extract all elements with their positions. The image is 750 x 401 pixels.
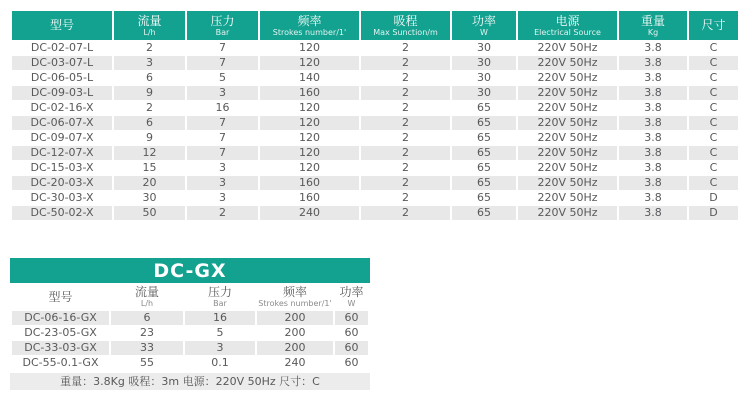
table-cell: 220V 50Hz xyxy=(518,56,617,70)
table-cell: D xyxy=(709,191,718,204)
table-cell: C xyxy=(689,176,738,190)
table-cell: 3 xyxy=(187,86,258,100)
column-header-en: Strokes number/1' xyxy=(258,299,332,308)
table-cell: 60 xyxy=(335,311,368,325)
table-cell: 220V 50Hz xyxy=(537,71,598,84)
table-cell: 2 xyxy=(146,41,153,54)
gx-table-footer xyxy=(10,373,370,390)
table-cell: 2 xyxy=(402,131,409,144)
table-cell: D xyxy=(689,206,738,220)
table-cell: 220V 50Hz xyxy=(537,101,598,114)
table-cell: 200 xyxy=(284,326,306,339)
table-row xyxy=(12,311,368,325)
column-header-zh: 型号 xyxy=(49,18,74,32)
column-header xyxy=(114,11,185,40)
column-header xyxy=(12,284,109,310)
main-spec-table xyxy=(10,10,740,221)
column-header-en: Strokes number/1' xyxy=(272,27,347,37)
table-cell: 30 xyxy=(477,41,491,54)
table-cell: 120 xyxy=(260,56,359,70)
model-cell: DC-02-16-X xyxy=(30,101,94,114)
table-cell: 160 xyxy=(260,86,359,100)
model-cell: DC-20-03-X xyxy=(12,176,112,190)
table-cell: 2 xyxy=(402,161,409,174)
column-header-zh: 流量 xyxy=(134,285,159,299)
table-cell: 220V 50Hz xyxy=(537,41,598,54)
table-cell: 3 xyxy=(187,176,258,190)
table-cell: 2 xyxy=(361,116,450,130)
table-cell: 2 xyxy=(402,191,409,204)
table-cell: 65 xyxy=(477,131,491,144)
table-cell: 65 xyxy=(477,161,491,174)
table-row xyxy=(12,191,738,205)
column-header xyxy=(689,11,738,40)
column-header-en: L/h xyxy=(143,27,156,37)
table-cell: 6 xyxy=(111,311,183,325)
table-cell: 7 xyxy=(187,56,258,70)
table-row xyxy=(12,86,738,100)
table-cell: 33 xyxy=(111,341,183,355)
table-cell: C xyxy=(709,71,718,84)
table-cell: C xyxy=(709,101,718,114)
table-cell: 2 xyxy=(361,176,450,190)
table-row xyxy=(12,146,738,160)
table-cell: C xyxy=(689,86,738,100)
column-header-en: Kg xyxy=(647,27,659,37)
column-header-en: W xyxy=(347,299,356,308)
table-cell: 3.8 xyxy=(644,161,662,174)
table-cell: 5 xyxy=(219,71,226,84)
header-row xyxy=(12,284,368,310)
table-row xyxy=(12,41,738,55)
table-cell: 220V 50Hz xyxy=(537,161,598,174)
column-header xyxy=(257,284,333,310)
model-cell: DC-15-03-X xyxy=(30,161,94,174)
column-header xyxy=(518,11,617,40)
table-cell: 140 xyxy=(299,71,320,84)
header-row xyxy=(12,11,738,40)
column-header xyxy=(12,11,112,40)
table-row xyxy=(12,206,738,220)
table-cell: 50 xyxy=(114,206,185,220)
gx-table-title: DC-GX xyxy=(153,259,227,282)
table-cell: 9 xyxy=(146,131,153,144)
column-header-zh: 频率 xyxy=(297,13,322,28)
table-cell: 240 xyxy=(284,356,306,369)
table-row xyxy=(12,176,738,190)
table-cell: 220V 50Hz xyxy=(518,86,617,100)
table-cell: 7 xyxy=(187,116,258,130)
column-header-zh: 功率 xyxy=(339,285,364,299)
table-cell: C xyxy=(709,131,718,144)
column-header-zh: 流量 xyxy=(137,13,162,28)
column-header xyxy=(452,11,516,40)
table-cell: 15 xyxy=(142,161,157,174)
table-cell: C xyxy=(709,161,718,174)
table-cell: 220V 50Hz xyxy=(537,191,598,204)
model-cell: DC-12-07-X xyxy=(12,146,112,160)
table-cell: C xyxy=(689,116,738,130)
table-cell: 60 xyxy=(344,326,359,339)
table-cell: 30 xyxy=(142,191,157,204)
table-cell: 65 xyxy=(477,101,491,114)
table-cell: 0.1 xyxy=(211,356,229,369)
table-cell: 220V 50Hz xyxy=(518,146,617,160)
table-cell: 3 xyxy=(185,341,255,355)
gx-table-title-banner xyxy=(10,258,370,283)
table-cell: 120 xyxy=(299,41,320,54)
table-cell: 7 xyxy=(187,146,258,160)
table-cell: 220V 50Hz xyxy=(518,116,617,130)
table-cell: 3.8 xyxy=(619,86,687,100)
model-cell: DC-02-07-L xyxy=(30,41,94,54)
column-header-en: W xyxy=(480,27,488,37)
table-cell: 2 xyxy=(361,146,450,160)
model-cell: DC-30-03-X xyxy=(30,191,94,204)
table-cell: 3.8 xyxy=(644,71,662,84)
column-header-zh: 功率 xyxy=(471,13,496,28)
table-cell: 30 xyxy=(477,71,491,84)
table-cell: 3.8 xyxy=(619,206,687,220)
model-cell: DC-03-07-L xyxy=(12,56,112,70)
column-header-zh: 吸程 xyxy=(393,13,418,28)
table-cell: 120 xyxy=(260,116,359,130)
column-header xyxy=(260,11,359,40)
table-cell: 3.8 xyxy=(644,131,662,144)
table-cell: 3.8 xyxy=(619,56,687,70)
model-cell: DC-23-05-GX xyxy=(24,326,97,339)
table-cell: C xyxy=(689,56,738,70)
table-row xyxy=(12,116,738,130)
model-cell: DC-06-16-GX xyxy=(12,311,109,325)
table-cell: 6 xyxy=(114,116,185,130)
column-header xyxy=(361,11,450,40)
column-header-en: Bar xyxy=(215,27,230,37)
table-cell: 60 xyxy=(335,341,368,355)
table-cell: 16 xyxy=(215,101,230,114)
table-cell: 2 xyxy=(146,101,153,114)
table-cell: 3 xyxy=(219,161,226,174)
table-row xyxy=(12,326,368,340)
table-cell: 55 xyxy=(140,356,154,369)
table-cell: 9 xyxy=(114,86,185,100)
table-cell: 23 xyxy=(140,326,154,339)
table-cell: 20 xyxy=(114,176,185,190)
model-cell: DC-09-07-X xyxy=(30,131,94,144)
table-cell: 2 xyxy=(402,101,409,114)
table-cell: 6 xyxy=(146,71,153,84)
table-cell: 200 xyxy=(257,311,333,325)
model-cell: DC-06-07-X xyxy=(12,116,112,130)
column-header-en: Max Sunction/m xyxy=(373,27,438,37)
table-cell: 3 xyxy=(114,56,185,70)
table-cell: 2 xyxy=(361,206,450,220)
table-row xyxy=(12,131,738,145)
model-cell: DC-50-02-X xyxy=(12,206,112,220)
model-cell: DC-09-03-L xyxy=(12,86,112,100)
column-header-zh: 尺寸 xyxy=(701,18,726,32)
table-cell: 200 xyxy=(257,341,333,355)
table-row xyxy=(12,71,738,85)
table-cell: 3 xyxy=(219,191,226,204)
table-cell: 3.8 xyxy=(619,146,687,160)
gx-spec-table xyxy=(10,283,370,371)
column-header xyxy=(187,11,258,40)
table-cell: 160 xyxy=(260,176,359,190)
table-row xyxy=(12,341,368,355)
table-cell: 220V 50Hz xyxy=(537,131,598,144)
column-header-zh: 型号 xyxy=(48,289,73,304)
table-row xyxy=(12,56,738,70)
table-cell: 120 xyxy=(299,161,320,174)
table-cell: 120 xyxy=(299,101,320,114)
model-cell: DC-55-0.1-GX xyxy=(22,356,99,369)
table-cell: 7 xyxy=(219,41,226,54)
table-cell: 3.8 xyxy=(644,101,662,114)
table-cell: 120 xyxy=(299,131,320,144)
table-cell: C xyxy=(689,146,738,160)
table-cell: 65 xyxy=(477,191,491,204)
table-cell: 2 xyxy=(361,86,450,100)
table-cell: 12 xyxy=(114,146,185,160)
table-cell: 65 xyxy=(452,176,516,190)
column-header xyxy=(185,284,255,310)
table-row xyxy=(12,101,738,115)
table-cell: 3.8 xyxy=(619,176,687,190)
column-header-zh: 电源 xyxy=(555,13,580,28)
table-row xyxy=(12,356,368,370)
table-cell: 3.8 xyxy=(619,116,687,130)
table-cell: 2 xyxy=(361,56,450,70)
gx-footer-text: 重量：3.8Kg 吸程：3m 电源：220V 50Hz 尺寸：C xyxy=(60,375,320,388)
column-header-zh: 重量 xyxy=(640,13,665,28)
table-cell: 5 xyxy=(216,326,224,339)
table-cell: 240 xyxy=(260,206,359,220)
table-cell: 2 xyxy=(402,41,409,54)
column-header-en: L/h xyxy=(140,299,154,308)
table-cell: 65 xyxy=(452,116,516,130)
model-cell: DC-33-03-GX xyxy=(12,341,109,355)
table-cell: 16 xyxy=(185,311,255,325)
table-cell: 2 xyxy=(402,71,409,84)
table-cell: 2 xyxy=(187,206,258,220)
column-header-zh: 压力 xyxy=(207,285,232,299)
column-header-en: Bar xyxy=(213,299,227,308)
table-cell: 220V 50Hz xyxy=(518,176,617,190)
table-cell: 3.8 xyxy=(644,191,662,204)
column-header xyxy=(111,284,183,310)
column-header-en: Electrical Source xyxy=(534,27,601,37)
table-cell: 60 xyxy=(344,356,359,369)
table-cell: 30 xyxy=(452,86,516,100)
table-cell: 3.8 xyxy=(644,41,662,54)
model-cell: DC-06-05-L xyxy=(30,71,94,84)
table-cell: 120 xyxy=(260,146,359,160)
table-cell: 65 xyxy=(452,146,516,160)
column-header-zh: 压力 xyxy=(210,13,235,28)
table-row xyxy=(12,161,738,175)
table-cell: 30 xyxy=(452,56,516,70)
column-header xyxy=(335,284,368,310)
column-header-zh: 频率 xyxy=(282,285,307,299)
table-cell: 65 xyxy=(452,206,516,220)
table-cell: 220V 50Hz xyxy=(518,206,617,220)
table-cell: 7 xyxy=(219,131,226,144)
table-cell: C xyxy=(709,41,718,54)
column-header xyxy=(619,11,687,40)
table-cell: 160 xyxy=(299,191,320,204)
